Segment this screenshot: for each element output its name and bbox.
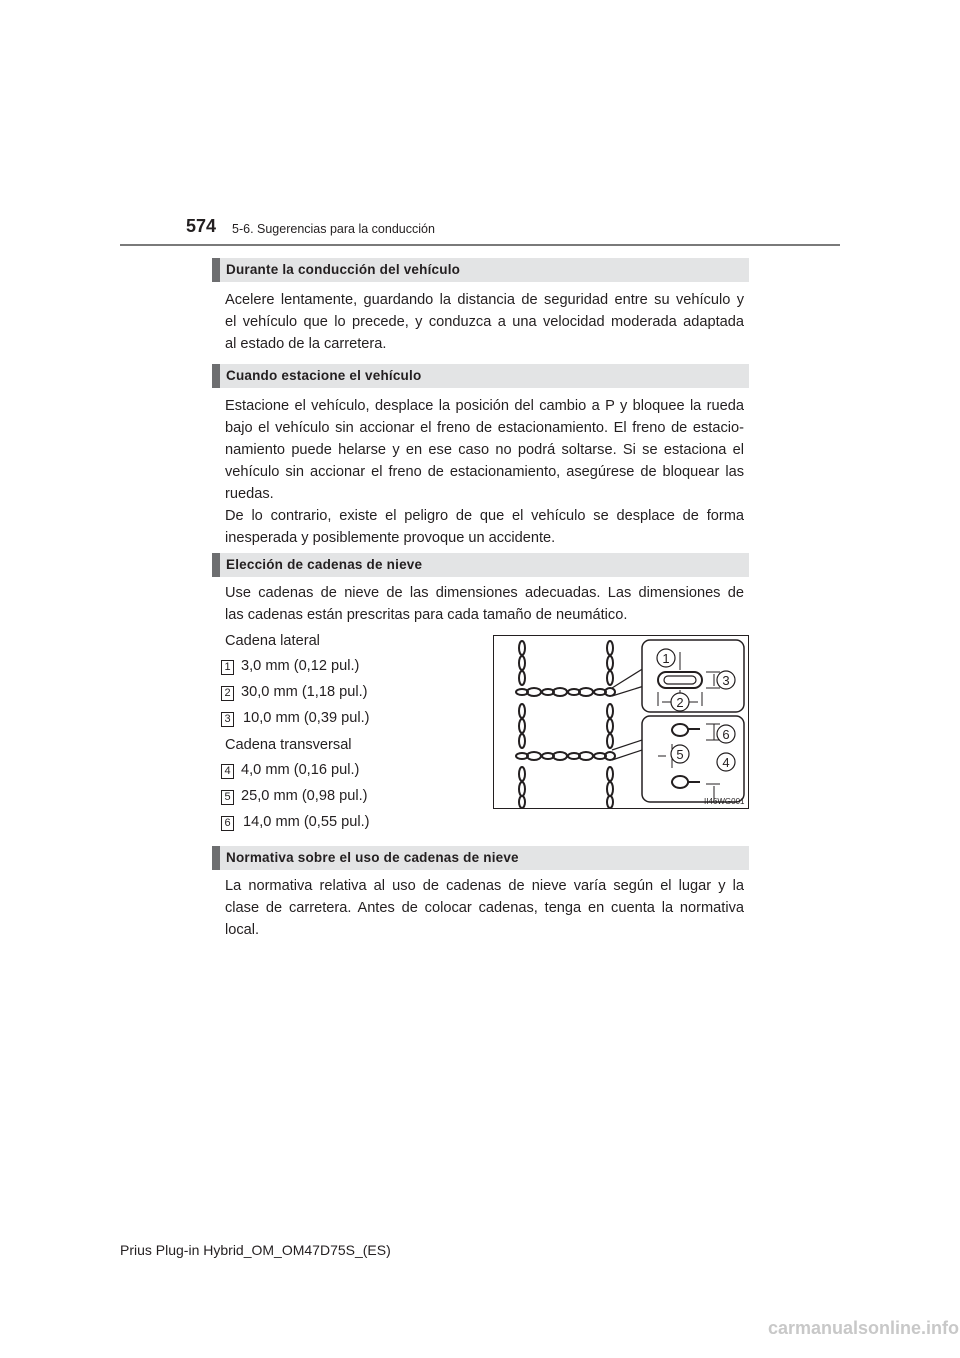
- spec-value: 10,0 mm (0,39 pul.): [243, 710, 370, 726]
- figure-callout-4: 4: [722, 755, 730, 770]
- upper-cross-chain: [516, 688, 615, 696]
- spec-value: 25,0 mm (0,98 pul.): [241, 788, 368, 804]
- spec-value: 3,0 mm (0,12 pul.): [241, 658, 360, 674]
- spec-value: 4,0 mm (0,16 pul.): [241, 762, 360, 778]
- figure-code: II46WG001: [704, 797, 745, 806]
- side-chain-label: Cadena lateral: [225, 633, 320, 649]
- paragraph-parking: Estacione el vehículo, desplace la posición del cambio a P y bloquee la rueda bajo el vehículo sin accionar el freno de estacionamiento. El freno de estacio- namiento puede helarse y en ese caso no podrá soltarse. Si se estaciona el vehículo sin accionar el freno de estacionamiento, asegúrese de bloquear las ruedas. De lo contrario, existe el peligro de que el vehículo se desplace de forma inesperada y posiblemente provoque un accidente.: [225, 398, 744, 546]
- callout-number: 3: [221, 712, 234, 727]
- paragraph-chain-selection: Use cadenas de nieve de las dimensiones adecuadas. Las dimensiones de las cadenas están prescritas para cada tamaño de neumático.: [225, 585, 744, 623]
- snow-chain-illustration: [494, 636, 748, 808]
- figure-callout-1: 1: [662, 651, 670, 666]
- paragraph-regulations: La normativa relativa al uso de cadenas de nieve varía según el lugar y la clase de carretera. Antes de colocar cadenas, tenga en cuenta la normativa local.: [225, 878, 744, 938]
- callout-number: 6: [221, 816, 234, 831]
- callout-number: 4: [221, 764, 234, 779]
- callout-number: 5: [221, 790, 234, 805]
- heading-parking: Cuando estacione el vehículo: [212, 364, 749, 388]
- figure-callout-6: 6: [722, 727, 730, 742]
- section-breadcrumb: 5-6. Sugerencias para la conducción: [232, 222, 435, 236]
- callout-number: 2: [221, 686, 234, 701]
- footer-document-id: Prius Plug-in Hybrid_OM_OM47D75S_(ES): [120, 1242, 391, 1258]
- cross-chain-label: Cadena transversal: [225, 737, 352, 753]
- spec-value: 30,0 mm (1,18 pul.): [241, 684, 368, 700]
- watermark: carmanualsonline.info: [768, 1318, 960, 1338]
- heading-regulations: Normativa sobre el uso de cadenas de nieve: [212, 846, 749, 870]
- right-vertical-chain: [607, 641, 613, 808]
- figure-callout-5: 5: [676, 747, 684, 762]
- lower-cross-chain: [516, 752, 615, 760]
- left-vertical-chain: [519, 641, 525, 808]
- header-rule: [120, 244, 840, 246]
- snow-chain-figure: [493, 635, 749, 809]
- figure-callout-3: 3: [722, 673, 730, 688]
- callout-number: 1: [221, 660, 234, 675]
- paragraph-driving: Acelere lentamente, guardando la distancia de seguridad entre su vehículo y el vehículo que lo precede, y conduzca a una velocidad moderada adaptada al estado de la carretera.: [225, 292, 744, 352]
- heading-driving: Durante la conducción del vehículo: [212, 258, 749, 282]
- heading-chain-selection: Elección de cadenas de nieve: [212, 553, 749, 577]
- figure-callout-2: 2: [676, 695, 684, 710]
- page-number: 574: [186, 216, 217, 236]
- spec-value: 14,0 mm (0,55 pul.): [243, 814, 370, 830]
